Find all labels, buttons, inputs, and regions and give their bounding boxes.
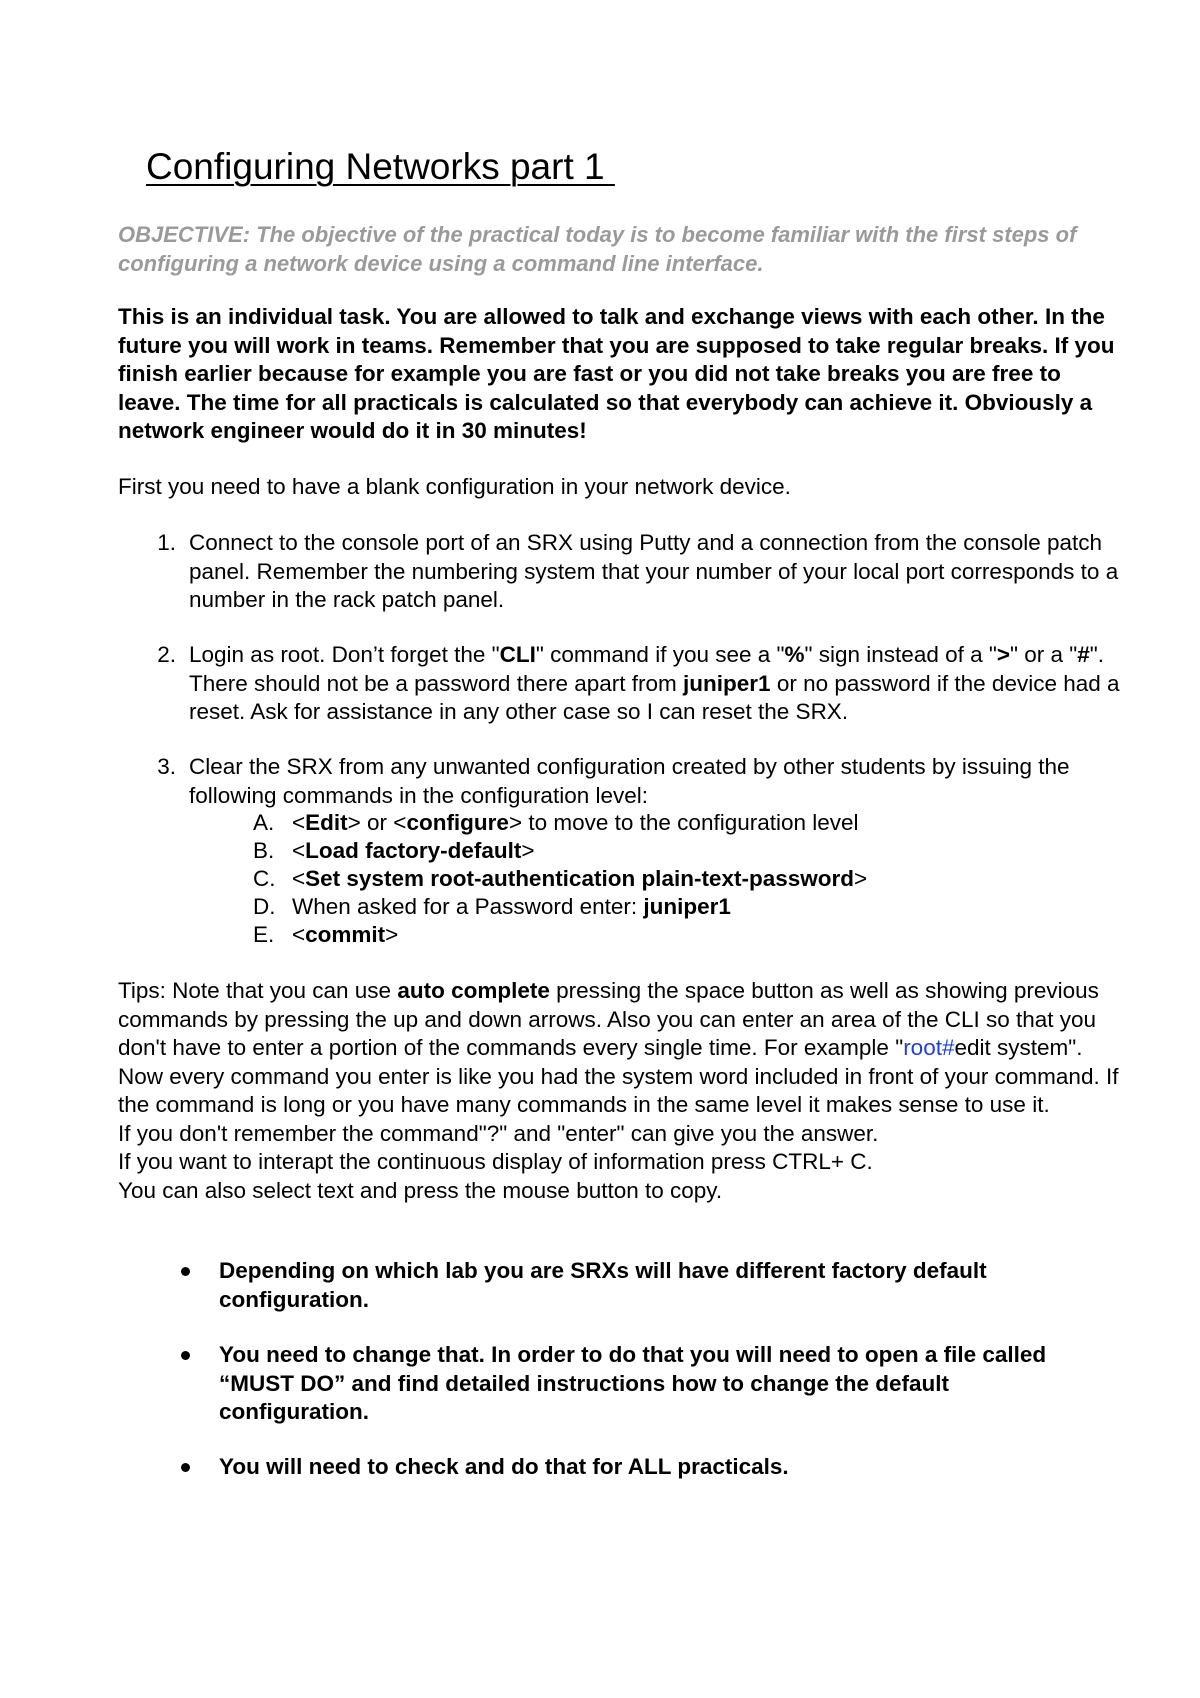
substep-text: > bbox=[853, 866, 868, 891]
bullet-item bbox=[219, 1257, 1099, 1314]
command-set-root-authentication: Set system root-authentication plain-text-password bbox=[305, 866, 854, 891]
step-text: Clear the SRX from any unwanted configuration created by other students by issuing the following commands in the configuration level: bbox=[189, 754, 1070, 808]
substep-text: < bbox=[292, 838, 306, 863]
bullet-text: You will need to check and do that for ALL practicals. bbox=[219, 1454, 789, 1479]
substep-letter: C. bbox=[253, 866, 276, 891]
percent-sign: % bbox=[784, 642, 805, 667]
bullet-dot-icon bbox=[181, 1267, 190, 1276]
tips-text: pressing the space button as well as showing previous commands by pressing the up and down arrows. Also you can enter an area of the CLI so that you don't have to enter a portion of the commands every single time. For example " bbox=[118, 978, 1099, 1060]
hash-sign: # bbox=[1077, 642, 1090, 667]
step-1 bbox=[157, 529, 1129, 615]
step-number: 3. bbox=[157, 754, 176, 779]
objective-text: OBJECTIVE: The objective of the practical today is to become familiar with the first steps of configuring a network device using a command line interface. bbox=[118, 222, 1077, 276]
individual-task-notice: This is an individual task. You are allowed to talk and exchange views with each other. In the future you will work in teams. Remember that you are supposed to take regular breaks. If you finish earlier because for example you are fast or you did not take breaks you are free to leave. The time for all practicals is calculated so that everybody can achieve it. Obviously a network engineer would do it in 30 minutes! bbox=[118, 304, 1115, 443]
command-commit: commit bbox=[305, 922, 386, 947]
step-2 bbox=[157, 641, 1129, 727]
step-text: Login as root. Don’t forget the " bbox=[189, 642, 500, 667]
bullet-dot-icon bbox=[181, 1351, 190, 1360]
command-edit: Edit bbox=[305, 810, 348, 835]
substep-e bbox=[253, 921, 1112, 949]
substep-text: > or < bbox=[347, 810, 407, 835]
bullet-dot-icon bbox=[181, 1463, 190, 1472]
tips-copy-line: You can also select text and press the mouse button to copy. bbox=[118, 1177, 723, 1203]
substep-text: < bbox=[292, 922, 306, 947]
substep-b bbox=[253, 837, 1112, 865]
substep-letter: E. bbox=[253, 922, 275, 947]
command-configure: configure bbox=[406, 810, 509, 835]
step-text: Connect to the console port of an SRX using Putty and a connection from the console patch panel. Remember the numbering system that your number of your local port corresponds to a number in the rack patch panel. bbox=[189, 530, 1119, 612]
password-value: juniper1 bbox=[683, 670, 771, 696]
step-3 bbox=[157, 753, 1129, 810]
tips-section bbox=[118, 977, 1128, 1205]
substep-text: > bbox=[385, 922, 399, 947]
substep-text: When asked for a Password enter: bbox=[292, 894, 644, 919]
substep-c bbox=[253, 865, 1112, 893]
step-number: 2. bbox=[157, 642, 176, 667]
step-text: " or a " bbox=[1010, 642, 1078, 667]
substep-text: > to move to the configuration level bbox=[508, 810, 859, 835]
bullet-item bbox=[219, 1341, 1099, 1427]
intro-text: First you need to have a blank configuration in your network device. bbox=[118, 474, 791, 499]
page-title: Configuring Networks part 1 bbox=[146, 146, 615, 187]
step-text: ". There should not be a password there apart from bbox=[189, 642, 1105, 696]
substep-a bbox=[253, 809, 1112, 837]
bullet-text: Depending on which lab you are SRXs will have different factory default configuration. bbox=[219, 1258, 987, 1312]
substep-letter: D. bbox=[253, 894, 276, 919]
substep-letter: A. bbox=[253, 810, 275, 835]
command-load-factory-default: Load factory-default bbox=[305, 838, 522, 863]
greater-than-sign: > bbox=[996, 642, 1011, 667]
tips-paragraph bbox=[118, 977, 1128, 1120]
cli-command: CLI bbox=[499, 642, 536, 667]
auto-complete-term: auto complete bbox=[397, 978, 550, 1003]
bullet-text: You need to change that. In order to do that you will need to open a file called “MUST DO” and find detailed instructions how to change the default configuration. bbox=[219, 1342, 1047, 1424]
step-text: or no password if the device had a reset. Ask for assistance in any other case so I can reset the SRX. bbox=[189, 670, 1120, 724]
substep-d bbox=[253, 893, 1112, 921]
step-text: " sign instead of a " bbox=[804, 642, 997, 667]
step-number: 1. bbox=[157, 530, 176, 555]
step-text: " command if you see a " bbox=[535, 642, 785, 667]
tips-text: edit system". Now every command you enter is like you had the system word included in front of your command. If the command is long or you have many commands in the same level it makes sense to use it. bbox=[118, 1035, 1119, 1117]
tips-help-line: If you don't remember the command"?" and "enter" can give you the answer. bbox=[118, 1120, 879, 1146]
substep-text: > bbox=[521, 838, 535, 863]
substep-text: < bbox=[292, 810, 306, 835]
substep-letter: B. bbox=[253, 838, 275, 863]
substep-text: < bbox=[292, 866, 306, 891]
root-prompt: root# bbox=[903, 1035, 955, 1060]
tips-interrupt-line: If you want to interapt the continuous display of information press CTRL+ C. bbox=[118, 1149, 873, 1174]
bullet-item bbox=[219, 1453, 1099, 1482]
password-value: juniper1 bbox=[643, 894, 731, 919]
tips-text: Tips: Note that you can use bbox=[118, 978, 398, 1003]
